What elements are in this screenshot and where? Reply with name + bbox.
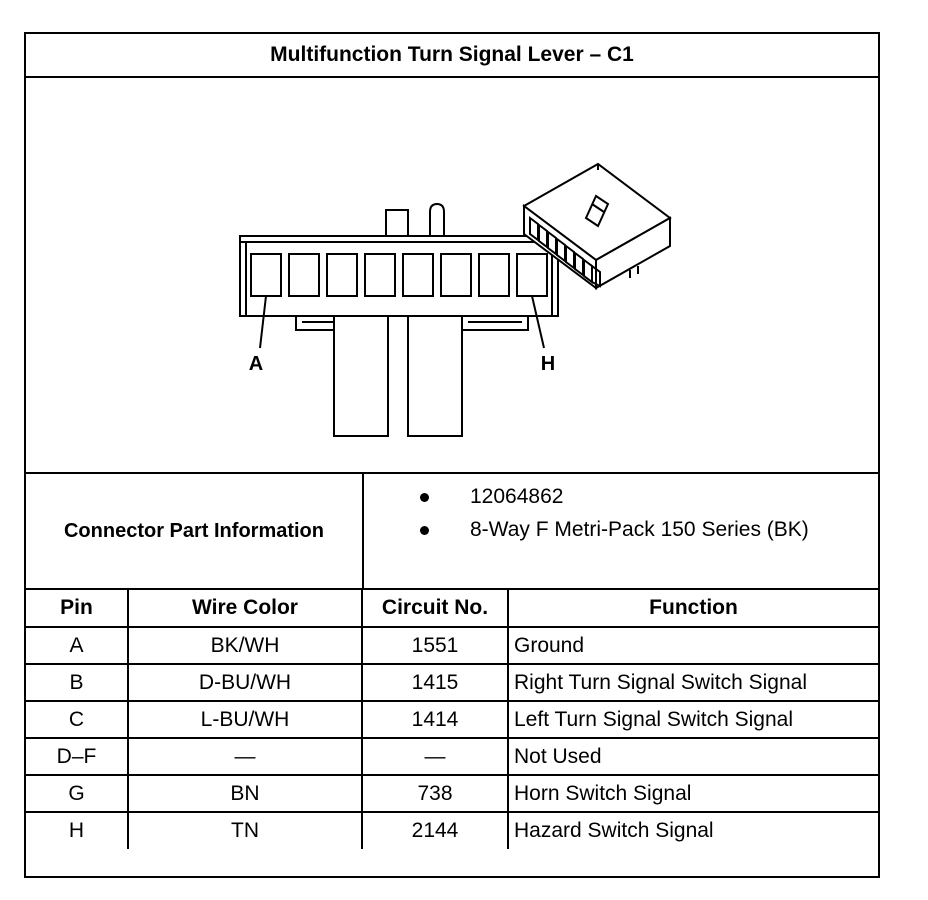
callout-a-label: A [248,353,264,375]
circuit-cell: 738 [362,775,508,812]
table-header-row [26,590,878,627]
pin-cell: G [26,775,128,812]
header-circuit: Circuit No. [362,590,508,627]
circuit-cell: 1551 [362,627,508,664]
table-row [26,775,878,812]
table-row [26,738,878,775]
table-row [26,627,878,664]
connector-sheet [24,32,880,878]
function-cell: Left Turn Signal Switch Signal [508,701,878,738]
pin-cell: H [26,812,128,849]
table-row [26,812,878,849]
pin-cell: B [26,664,128,701]
circuit-cell: 1415 [362,664,508,701]
circuit-cell: — [362,738,508,775]
wire-color-cell: BN [128,775,362,812]
wire-color-cell: L-BU/WH [128,701,362,738]
header-wire-color: Wire Color [128,590,362,627]
connector-info-list [364,474,878,588]
function-cell: Right Turn Signal Switch Signal [508,664,878,701]
callout-h-label: H [540,353,556,375]
list-item [364,481,878,513]
pin-cell: D–F [26,738,128,775]
function-cell: Hazard Switch Signal [508,812,878,849]
connector-figure [26,78,878,474]
table-row [26,701,878,738]
connector-series: 8-Way F Metri-Pack 150 Series (BK) [470,518,809,541]
connector-title: Multifunction Turn Signal Lever – C1 [26,34,878,78]
header-function: Function [508,590,878,627]
circuit-cell: 2144 [362,812,508,849]
wire-color-cell: — [128,738,362,775]
bullet-icon [420,493,429,502]
function-cell: Not Used [508,738,878,775]
connector-drawing [26,78,878,472]
header-pin: Pin [26,590,128,627]
bullet-icon [420,526,429,535]
connector-info-label: Connector Part Information [26,474,364,588]
wire-color-cell: BK/WH [128,627,362,664]
function-cell: Ground [508,627,878,664]
wire-color-cell: D-BU/WH [128,664,362,701]
pin-cell: A [26,627,128,664]
part-number: 12064862 [470,485,564,508]
list-item [364,514,878,546]
table-row [26,664,878,701]
pin-cell: C [26,701,128,738]
wire-color-cell: TN [128,812,362,849]
connector-part-information [26,474,878,590]
circuit-cell: 1414 [362,701,508,738]
pinout-table [26,590,878,849]
connector-face-view [240,204,558,436]
function-cell: Horn Switch Signal [508,775,878,812]
